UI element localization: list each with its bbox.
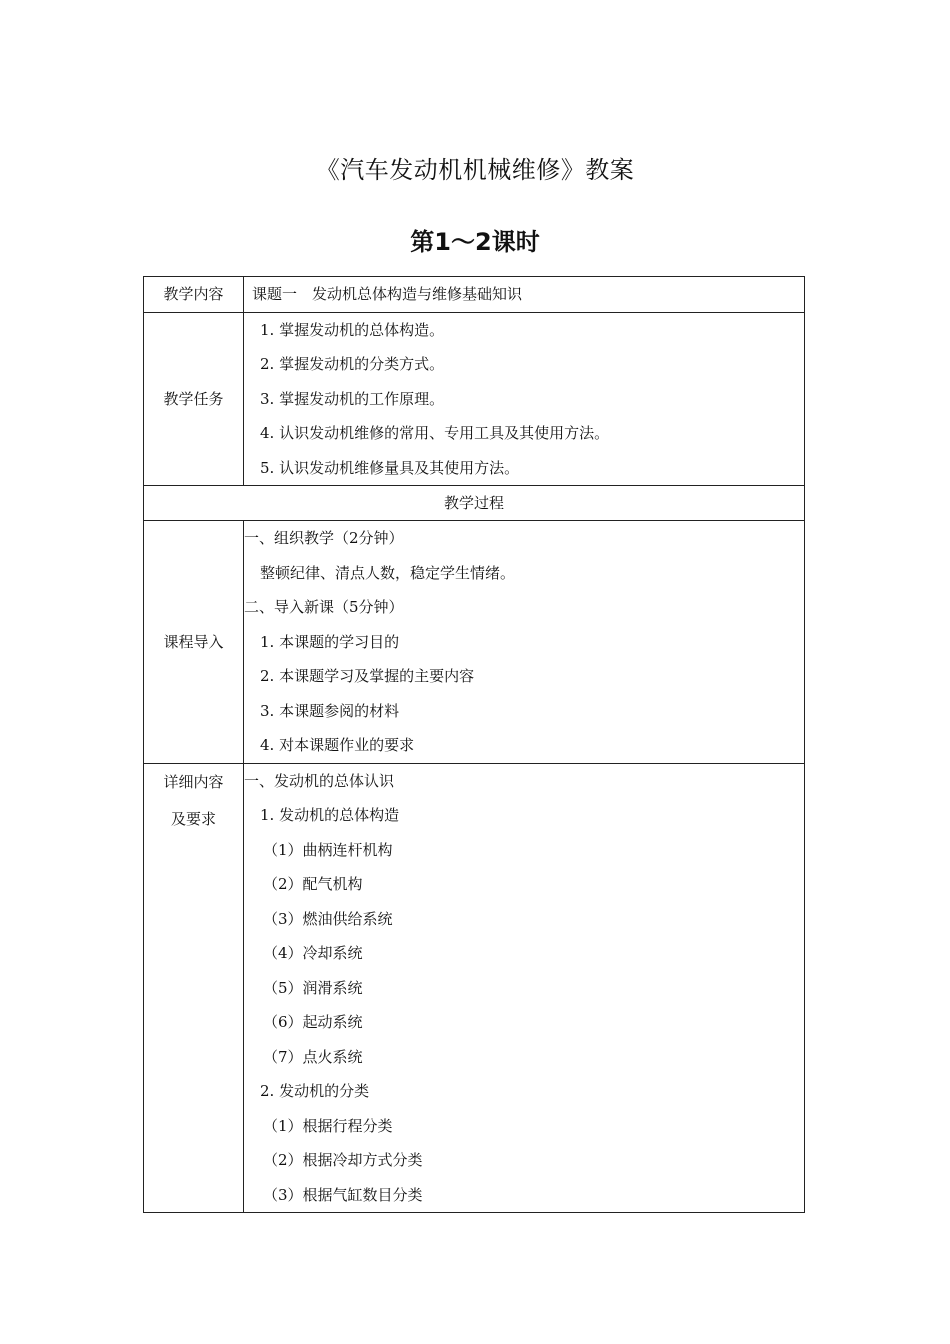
- label-course-intro: 课程导入: [144, 521, 244, 764]
- teaching-process-header: 教学过程: [144, 486, 805, 521]
- detail-line: （4）冷却系统: [263, 944, 363, 962]
- row-course-intro: [144, 521, 805, 764]
- intro-line: 二、导入新课（5分钟）: [244, 598, 404, 616]
- task-item: 2. 掌握发动机的分类方式。: [260, 355, 445, 373]
- detail-line: （5）润滑系统: [263, 978, 363, 997]
- value-course-intro: [244, 521, 805, 764]
- intro-line: 1. 本课题的学习目的: [260, 632, 400, 651]
- detail-line: （2）配气机构: [263, 875, 363, 893]
- intro-line: 3. 本课题参阅的材料: [260, 701, 400, 720]
- intro-line: 整顿纪律、清点人数，稳定学生情绪。: [260, 563, 516, 582]
- task-item: 5. 认识发动机维修量具及其使用方法。: [260, 458, 520, 477]
- row-teaching-content: [144, 277, 805, 313]
- task-item: 4. 认识发动机维修的常用、专用工具及其使用方法。: [260, 424, 610, 442]
- document-title: 《汽车发动机机械维修》教案: [315, 156, 635, 184]
- detail-line: （1）曲柄连杆机构: [263, 840, 393, 859]
- detail-line: （3）燃油供给系统: [263, 909, 393, 928]
- label-teaching-content: 教学内容: [144, 277, 244, 313]
- task-item: 3. 掌握发动机的工作原理。: [260, 389, 445, 408]
- value-teaching-tasks: [244, 312, 805, 486]
- label-detail-line1: 详细内容: [163, 772, 224, 791]
- intro-line: 2. 本课题学习及掌握的主要内容: [260, 667, 475, 685]
- lesson-period-heading: 第1～2课时: [410, 228, 540, 256]
- detail-line: （7）点火系统: [263, 1047, 363, 1066]
- detail-line: 1. 发动机的总体构造: [260, 806, 400, 824]
- detail-line: （3）根据气缸数目分类: [263, 1185, 423, 1204]
- intro-line: 4. 对本课题作业的要求: [260, 736, 415, 754]
- label-teaching-tasks: 教学任务: [144, 312, 244, 486]
- detail-line: （6）起动系统: [263, 1013, 363, 1031]
- task-item: 1. 掌握发动机的总体构造。: [260, 320, 445, 339]
- row-process-header: [144, 486, 805, 521]
- detail-line: 一、发动机的总体认识: [244, 771, 395, 790]
- row-teaching-tasks: [144, 312, 805, 486]
- topic-text: 课题一 发动机总体构造与维修基础知识: [252, 285, 523, 303]
- label-detail-line2: 及要求: [170, 809, 216, 828]
- detail-line: （1）根据行程分类: [263, 1116, 393, 1135]
- lesson-plan-table: [143, 276, 805, 1213]
- value-detail-content: [244, 763, 805, 1213]
- detail-line: （2）根据冷却方式分类: [263, 1151, 423, 1169]
- intro-line: 一、组织教学（2分钟）: [244, 529, 404, 547]
- detail-line: 2. 发动机的分类: [260, 1082, 370, 1100]
- row-detail-content: [144, 763, 805, 1213]
- value-teaching-content: [244, 277, 805, 313]
- label-detail-content: [144, 763, 244, 1213]
